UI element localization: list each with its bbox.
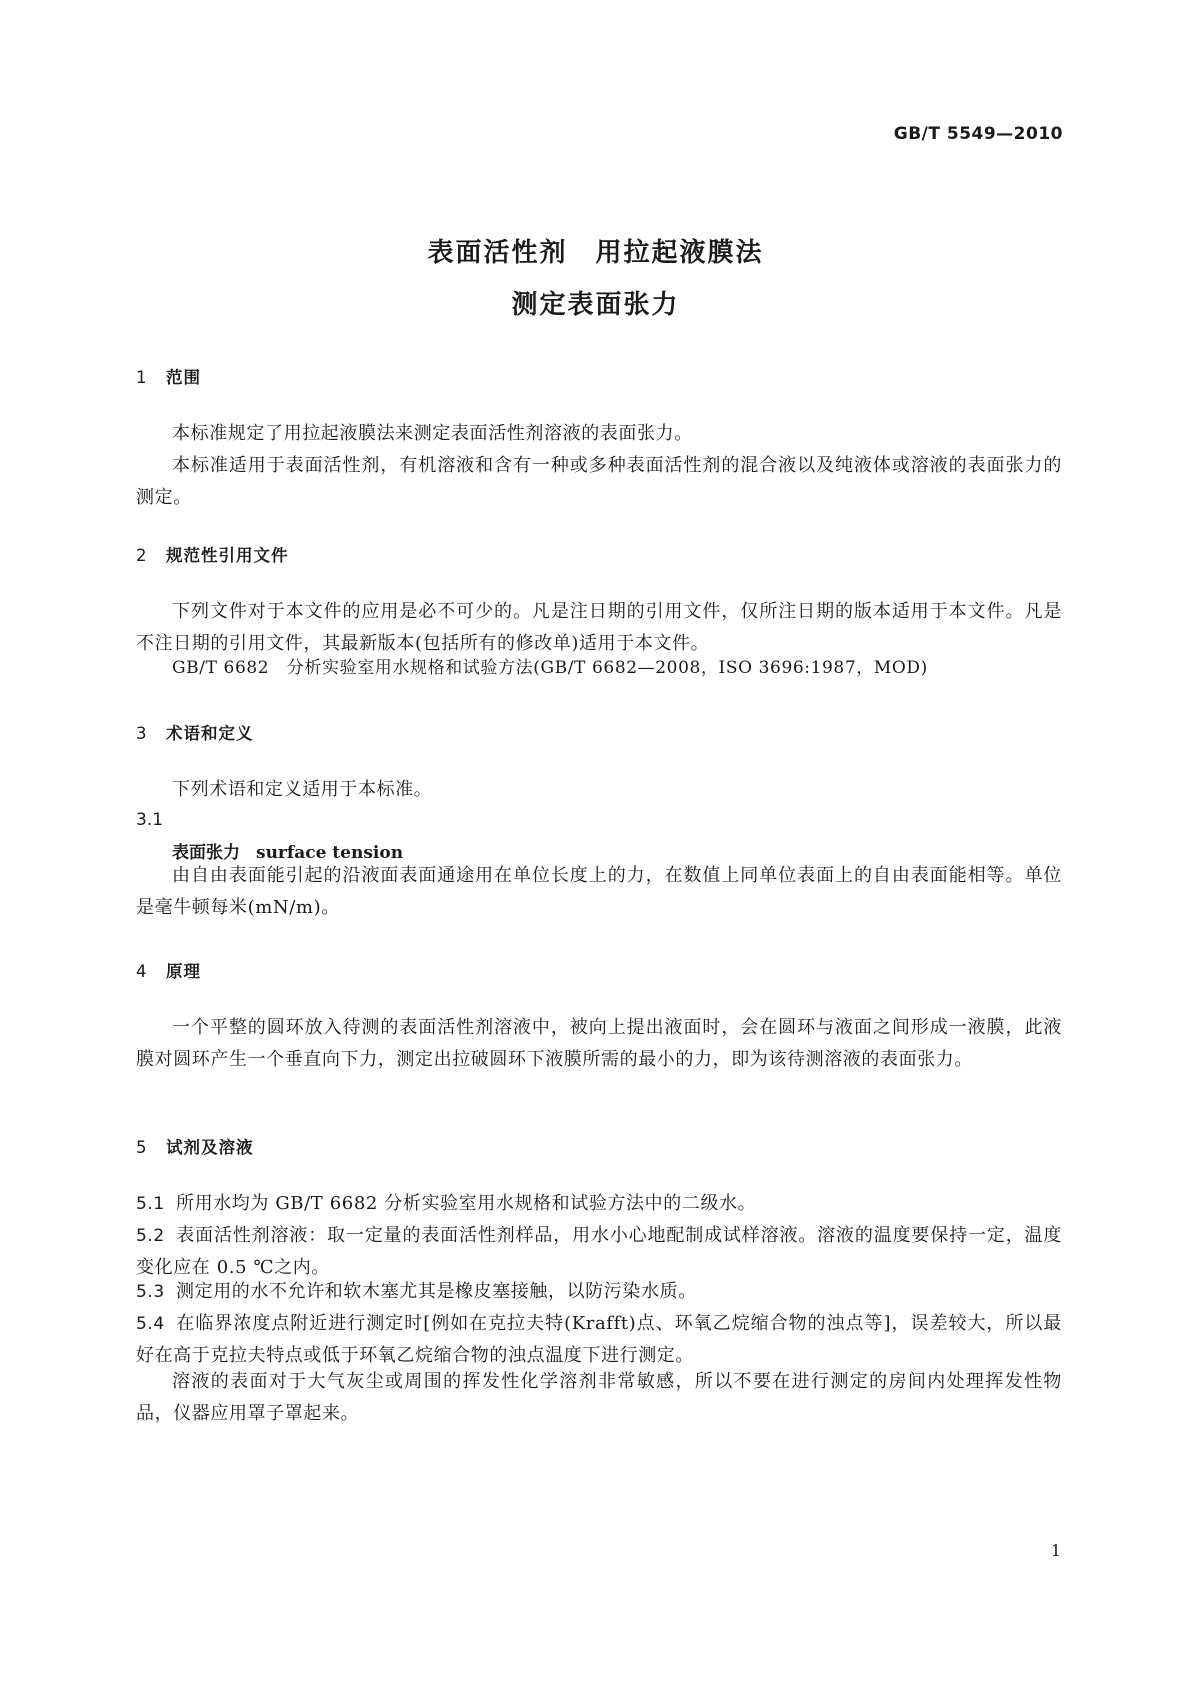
section-5-closing-paragraph: 溶液的表面对于大气灰尘或周围的挥发性化学溶剂非常敏感，所以不要在进行测定的房间内处理挥发性物品，仪器应用罩子罩起来。 [136,1371,1062,1424]
standard-code: GB/T 5549—2010 [893,124,1063,144]
section-4-heading [136,958,201,982]
section-1-heading [136,364,201,388]
clause-text: 表面活性剂溶液：取一定量的表面活性剂样品，用水小心地配制成试样溶液。溶液的温度要保持一定，温度变化应在 0.5 ℃之内。 [136,1225,1062,1278]
clause-5-2 [136,1220,1062,1284]
section-number: 2 [136,546,148,565]
clause-text: 在临界浓度点附近进行测定时[例如在克拉夫特(Krafft)点、环氧乙烷缩合物的浊点等]，误差较大，所以最好在高于克拉夫特点或低于环氧乙烷缩合物的浊点温度下进行测定。 [136,1313,1062,1366]
section-number: 3 [136,724,148,743]
doc-title-line2: 测定表面张力 [511,290,680,320]
section-2-paragraph-1: 下列文件对于本文件的应用是必不可少的。凡是注日期的引用文件，仅所注日期的版本适用于本文件。凡是不注日期的引用文件，其最新版本(包括所有的修改单)适用于本文件。 [136,601,1062,654]
clause-number: 5.4 [136,1314,165,1334]
section-number: 1 [136,368,148,387]
clause-number: 5.2 [136,1226,165,1246]
section-title: 试剂及溶液 [166,1138,254,1157]
section-5-heading [136,1134,254,1158]
subclause-number: 3.1 [136,810,164,830]
section-number: 4 [136,962,148,981]
section-1-paragraph-1: 本标准规定了用拉起液膜法来测定表面活性剂溶液的表面张力。 [172,423,693,444]
clause-5-4 [136,1308,1062,1372]
clause-text: 测定用的水不允许和软木塞尤其是橡皮塞接触，以防污染水质。 [176,1281,697,1302]
term-definition: 由自由表面能引起的沿液面表面通途用在单位长度上的力，在数值上同单位表面上的自由表面能相等。单位是毫牛顿每米(mN/m)。 [136,865,1062,918]
section-3-heading [136,720,254,744]
clause-5-3 [136,1276,1062,1308]
section-title: 术语和定义 [166,724,254,743]
section-4-paragraph-1: 一个平整的圆环放入待测的表面活性剂溶液中，被向上提出液面时，会在圆环与液面之间形成一液膜，此液膜对圆环产生一个垂直向下力，测定出拉破圆环下液膜所需的最小的力，即为该待测溶液的表面张力。 [136,1017,1062,1070]
section-2-reference: GB/T 6682 分析实验室用水规格和试验方法(GB/T 6682—2008，ISO 3696:1987，MOD) [172,658,928,678]
section-number: 5 [136,1138,148,1157]
page-number: 1 [1050,1541,1061,1560]
term-chinese: 表面张力 [172,843,240,863]
section-title: 范围 [166,368,201,387]
section-3-paragraph-1: 下列术语和定义适用于本标准。 [172,779,433,800]
clause-5-1 [136,1188,1062,1220]
clause-number: 5.1 [136,1194,165,1214]
clause-text: 所用水均为 GB/T 6682 分析实验室用水规格和试验方法中的二级水。 [176,1193,757,1214]
section-1-paragraph-2: 本标准适用于表面活性剂，有机溶液和含有一种或多种表面活性剂的混合液以及纯液体或溶液的表面张力的测定。 [136,455,1062,508]
section-2-heading [136,542,289,566]
term-english: surface tension [256,843,404,863]
section-title: 规范性引用文件 [166,546,289,565]
doc-title-line1: 表面活性剂 用拉起液膜法 [427,238,764,268]
section-title: 原理 [166,962,201,981]
clause-number: 5.3 [136,1282,165,1302]
